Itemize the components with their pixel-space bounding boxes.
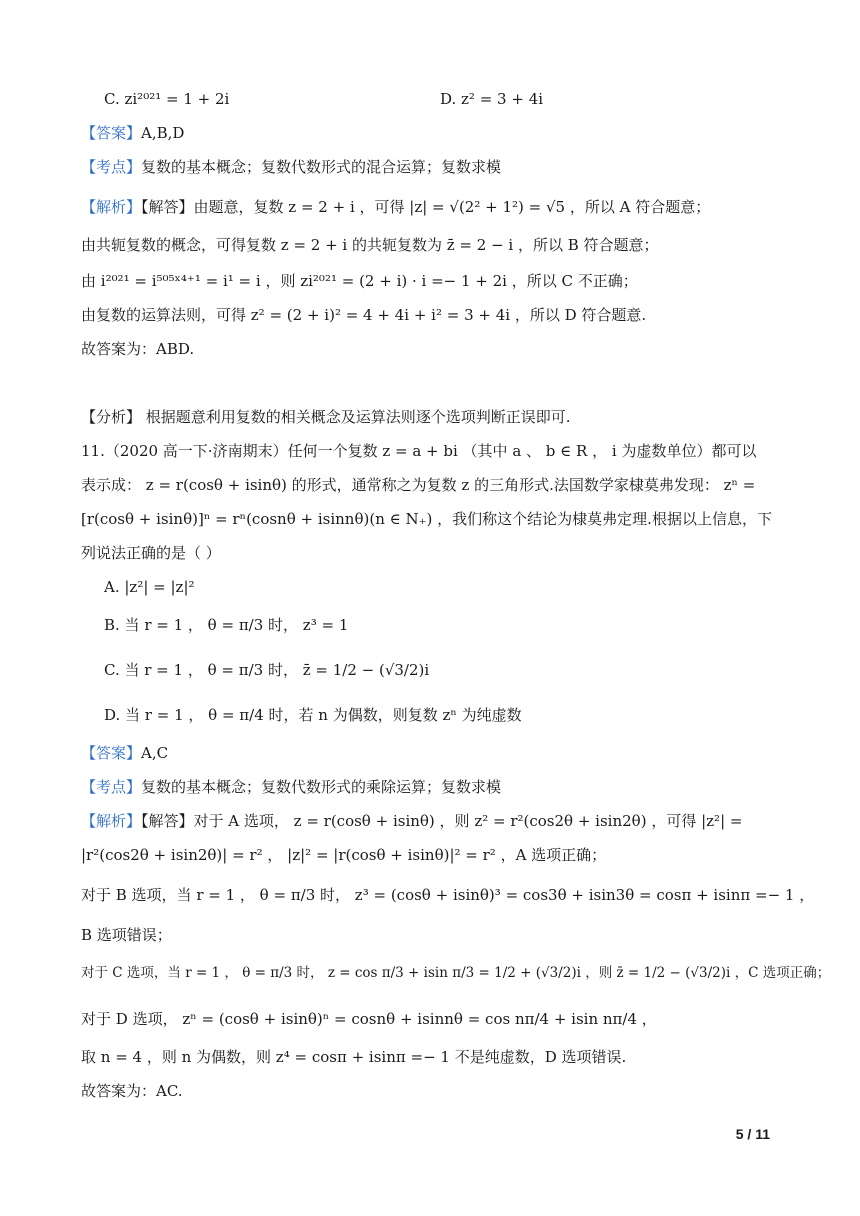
q11-stem-3: [r(cosθ + isinθ)]ⁿ = rⁿ(cosnθ + isinnθ)(n ∈ N₊) ，我们称这个结论为棣莫弗定理.根据以上信息，下: [81, 510, 772, 528]
q11-analysis-line-7: 取 n = 4 ，则 n 为偶数，则 z⁴ = cosπ + isinπ =− 1 不是纯虚数，D 选项错误.: [81, 1048, 627, 1066]
q11-option-c: C. 当 r = 1 ， θ = π/3 时， z̄ = 1/2 − (√3/2)i: [104, 661, 430, 679]
topic-value: 复数的基本概念；复数代数形式的乘除运算；复数求模: [141, 778, 502, 796]
topic-tag: 【考点】: [81, 158, 142, 176]
q11-answer-line: [81, 742, 168, 764]
analysis-tag: 【解析】: [81, 812, 142, 830]
q11-analysis-line-6: 对于 D 选项， zⁿ = (cosθ + isinθ)ⁿ = cosnθ + isinnθ = cos nπ/4 + isin nπ/4 ，: [81, 1010, 657, 1028]
answer-value: A,B,D: [141, 124, 185, 142]
q11-stem-1: 11.（2020 高一下·济南期末）任何一个复数 z = a + bi （其中 a 、 b ∈ R ， i 为虚数单位）都可以: [81, 442, 757, 460]
q11-option-d: D. 当 r = 1 ， θ = π/4 时，若 n 为偶数，则复数 zⁿ 为纯虚数: [104, 706, 522, 724]
analysis-line-5: 故答案为：ABD.: [81, 340, 195, 358]
analysis-line-4: 由复数的运算法则，可得 z² = (2 + i)² = 4 + 4i + i² = 3 + 4i ，所以 D 符合题意.: [81, 306, 647, 324]
answer-tag: 【答案】: [81, 124, 142, 142]
option-d: D. z² = 3 + 4i: [440, 90, 544, 108]
q11-option-a: A. |z²| = |z|²: [104, 578, 195, 596]
q11-topic-line: [81, 776, 501, 798]
answer-line: [81, 122, 184, 144]
q11-analysis-line-2: |r²(cos2θ + isin2θ)| = r² ， |z|² = |r(cosθ + isinθ)|² = r² ，A 选项正确；: [81, 846, 607, 864]
fenxi-line: 【分析】 根据题意利用复数的相关概念及运算法则逐个选项判断正误即可.: [81, 408, 571, 426]
q11-analysis-line-4: B 选项错误；: [81, 926, 172, 944]
q11-analysis-line-1: 【解析】【解答】对于 A 选项， z = r(cosθ + isinθ) ，则 z² = r²(cos2θ + isin2θ) ，可得 |z²| =: [81, 812, 743, 830]
q11-analysis-line-8: 故答案为：AC.: [81, 1082, 183, 1100]
analysis-line-1: 【解析】【解答】由题意，复数 z = 2 + i ，可得 |z| = √(2² + 1²) = √5 ，所以 A 符合题意；: [81, 198, 711, 216]
q11-analysis-line-5: 对于 C 选项，当 r = 1 ， θ = π/3 时， z = cos π/3 + isin π/3 = 1/2 + (√3/2)i ，则 z̄ = 1/2 − (√3/2)i ，C 选项正确；: [81, 965, 831, 981]
topic-line: [81, 156, 501, 178]
topic-value: 复数的基本概念；复数代数形式的混合运算；复数求模: [141, 158, 502, 176]
page-number: 5 / 11: [735, 1126, 770, 1142]
analysis-tag: 【解析】: [81, 198, 142, 216]
analysis-line-3: 由 i²⁰²¹ = i⁵⁰⁵ˣ⁴⁺¹ = i¹ = i ，则 zi²⁰²¹ = (2 + i) · i =− 1 + 2i ，所以 C 不正确；: [81, 272, 638, 290]
topic-tag: 【考点】: [81, 778, 142, 796]
analysis-line-2: 由共轭复数的概念，可得复数 z = 2 + i 的共轭复数为 z̄ = 2 − i ，所以 B 符合题意；: [81, 236, 659, 254]
q11-stem-2: 表示成： z = r(cosθ + isinθ) 的形式，通常称之为复数 z 的三角形式.法国数学家棣莫弗发现： zⁿ =: [81, 476, 756, 494]
answer-value: A,C: [141, 744, 169, 762]
q11-stem-4: 列说法正确的是（ ）: [81, 544, 221, 562]
q11-analysis-line-3: 对于 B 选项，当 r = 1 ， θ = π/3 时， z³ = (cosθ + isinθ)³ = cos3θ + isin3θ = cosπ + isinπ =− 1 ，: [81, 886, 815, 904]
answer-tag: 【答案】: [81, 744, 142, 762]
option-c: C. zi²⁰²¹ = 1 + 2i: [104, 90, 230, 108]
q11-option-b: B. 当 r = 1 ， θ = π/3 时， z³ = 1: [104, 616, 349, 634]
